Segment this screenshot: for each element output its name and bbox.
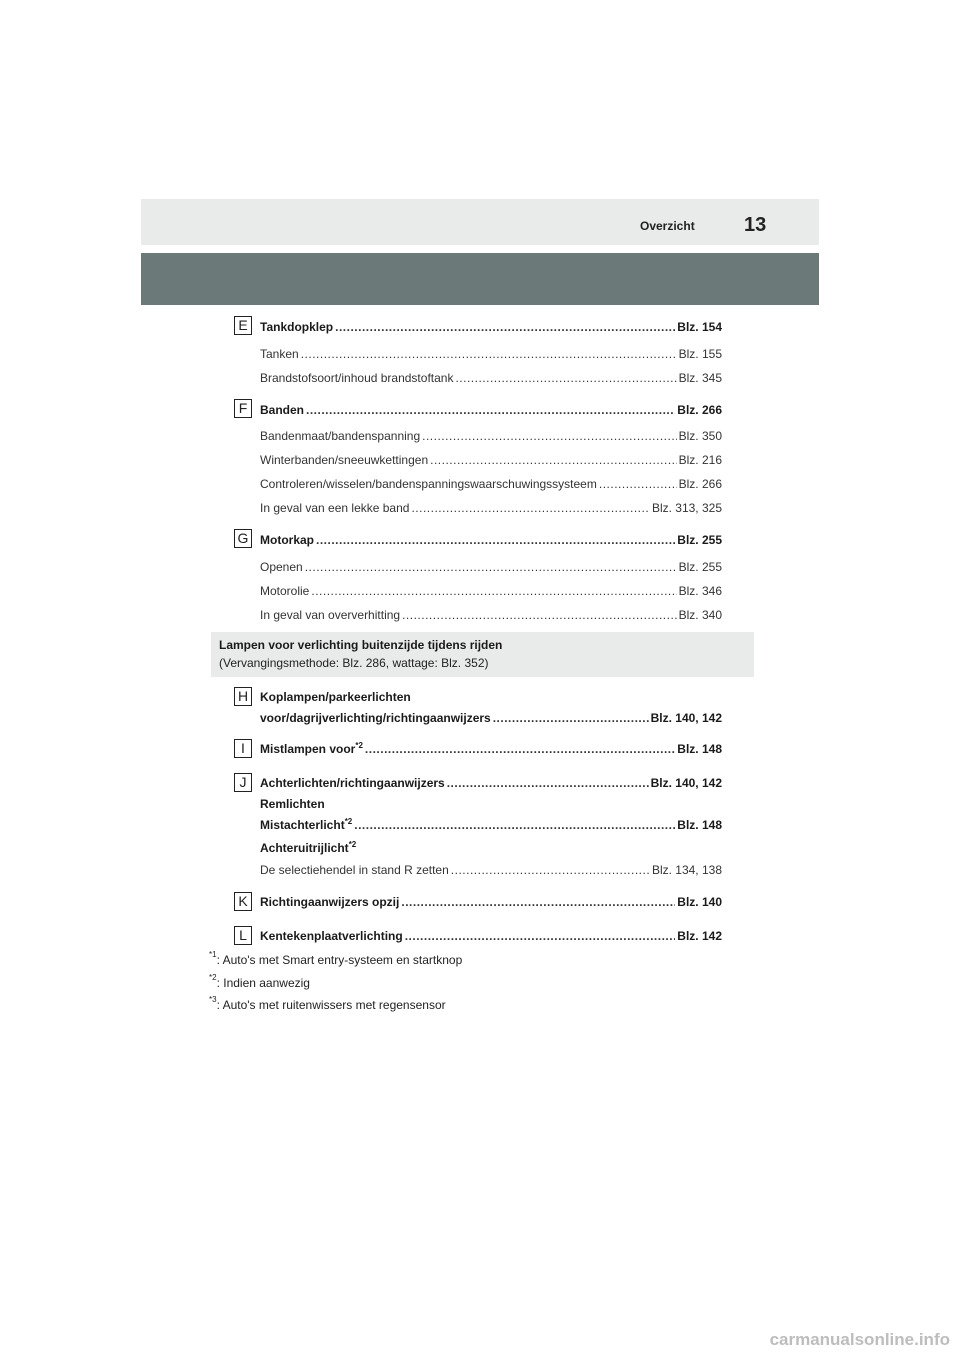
index-entry-koplampen-line1[interactable]: Koplampen/parkeerlichten: [260, 690, 411, 704]
entry-page: Blz. 345: [678, 371, 722, 385]
entry-page: Blz. 255: [677, 533, 722, 547]
label-box-j: J: [234, 773, 252, 792]
entry-label: Motorolie: [260, 584, 310, 598]
index-subentry-winterbanden[interactable]: [260, 452, 722, 468]
entry-label: Richtingaanwijzers opzij: [260, 895, 400, 909]
index-subentry-selectiehendel[interactable]: [260, 862, 722, 878]
footnote-mark: *1: [209, 950, 217, 959]
illustration-band: [141, 253, 819, 305]
section-title: Overzicht: [640, 219, 695, 233]
label-box-g: G: [234, 529, 252, 548]
index-entry-achteruitrijlicht[interactable]: [260, 840, 356, 856]
footnote-1: [209, 950, 463, 967]
entry-label: Bandenmaat/bandenspanning: [260, 429, 421, 443]
entry-page: Blz. 142: [677, 929, 722, 943]
index-entry-kentekenplaatverlichting[interactable]: [260, 928, 722, 944]
entry-label: Mistachterlicht: [260, 818, 345, 832]
index-entry-banden[interactable]: [260, 402, 722, 418]
footnote-ref: *2: [355, 741, 363, 750]
footnote-ref: *2: [344, 817, 353, 826]
entry-label: voor/dagrijverlichting/richtingaanwijzers: [260, 711, 491, 725]
index-subentry-motorolie[interactable]: [260, 583, 722, 599]
index-entry-mistachterlicht[interactable]: [260, 817, 722, 833]
index-entry-koplampen[interactable]: [260, 710, 722, 726]
index-subentry-oververhitting[interactable]: [260, 607, 722, 623]
watermark: carmanualsonline.info: [769, 1330, 950, 1349]
entry-label: Mistlampen voor: [260, 742, 356, 756]
entry-page: Blz. 266: [678, 477, 722, 491]
index-entry-mistlampen-voor[interactable]: [260, 741, 722, 757]
entry-label: Motorkap: [260, 533, 314, 547]
footnote-3: [209, 995, 446, 1012]
label-box-h: H: [234, 687, 252, 706]
footnote-2: [209, 973, 310, 990]
entry-page: Blz. 313, 325: [651, 501, 722, 515]
page-number: 13: [744, 214, 767, 236]
index-entry-achterlichten[interactable]: [260, 775, 722, 791]
entry-label: Kentekenplaatverlichting: [260, 929, 403, 943]
entry-label: Winterbanden/sneeuwkettingen: [260, 453, 429, 467]
footnote-text: : Auto's met ruitenwissers met regensensor: [216, 998, 446, 1012]
entry-page: Blz. 340: [678, 608, 722, 622]
entry-label: Tankdopklep: [260, 320, 334, 334]
entry-page: Blz. 155: [678, 347, 722, 361]
entry-page: Blz. 346: [678, 584, 722, 598]
entry-label: Banden: [260, 403, 305, 417]
entry-page: Blz. 154: [677, 320, 722, 334]
footnote-text: : Indien aanwezig: [216, 976, 310, 990]
entry-page: Blz. 216: [678, 453, 722, 467]
label-box-k: K: [234, 892, 252, 911]
index-subentry-brandstofsoort[interactable]: [260, 370, 722, 386]
entry-page: Blz. 134, 138: [651, 863, 722, 877]
entry-label: In geval van oververhitting: [260, 608, 401, 622]
index-entry-richtingaanwijzers-opzij[interactable]: [260, 894, 722, 910]
entry-page: Blz. 266: [677, 403, 722, 417]
index-subentry-tanken[interactable]: [260, 346, 722, 362]
index-entry-motorkap[interactable]: [260, 532, 722, 548]
entry-label: Controleren/wisselen/bandenspanningswaarschuwingssysteem: [260, 477, 597, 491]
lamps-section-title: Lampen voor verlichting buitenzijde tijdens rijden: [219, 638, 503, 652]
label-box-e: E: [234, 316, 252, 335]
lamps-section-subtitle: (Vervangingsmethode: Blz. 286, wattage: Blz. 352): [219, 656, 489, 670]
footnote-ref: *2: [348, 840, 357, 849]
entry-label: Achterlichten/richtingaanwijzers: [260, 776, 445, 790]
index-subentry-bandenmaat[interactable]: [260, 428, 722, 444]
footnote-mark: *2: [209, 973, 217, 982]
entry-label: Brandstofsoort/inhoud brandstoftank: [260, 371, 454, 385]
entry-label: Openen: [260, 560, 303, 574]
entry-page: Blz. 148: [677, 742, 722, 756]
entry-label: De selectiehendel in stand R zetten: [260, 863, 449, 877]
entry-label: In geval van een lekke band: [260, 501, 410, 515]
footnote-mark: *3: [209, 995, 217, 1004]
entry-page: Blz. 140, 142: [650, 711, 722, 725]
label-box-f: F: [234, 399, 252, 418]
index-entry-tankdopklep[interactable]: [260, 319, 722, 335]
label-box-i: I: [234, 739, 252, 758]
footnote-text: : Auto's met Smart entry-systeem en startknop: [216, 953, 463, 967]
entry-page: Blz. 140: [677, 895, 722, 909]
label-box-l: L: [234, 926, 252, 945]
index-entry-remlichten[interactable]: Remlichten: [260, 797, 325, 811]
entry-page: Blz. 148: [677, 818, 722, 832]
index-subentry-controleren[interactable]: [260, 476, 722, 492]
entry-page: Blz. 255: [678, 560, 722, 574]
entry-label: Tanken: [260, 347, 299, 361]
entry-label: Achteruitrijlicht: [260, 841, 349, 855]
entry-page: Blz. 350: [678, 429, 722, 443]
index-subentry-openen[interactable]: [260, 559, 722, 575]
entry-page: Blz. 140, 142: [650, 776, 722, 790]
index-subentry-lekke-band[interactable]: [260, 500, 722, 516]
header-band: [141, 199, 819, 245]
